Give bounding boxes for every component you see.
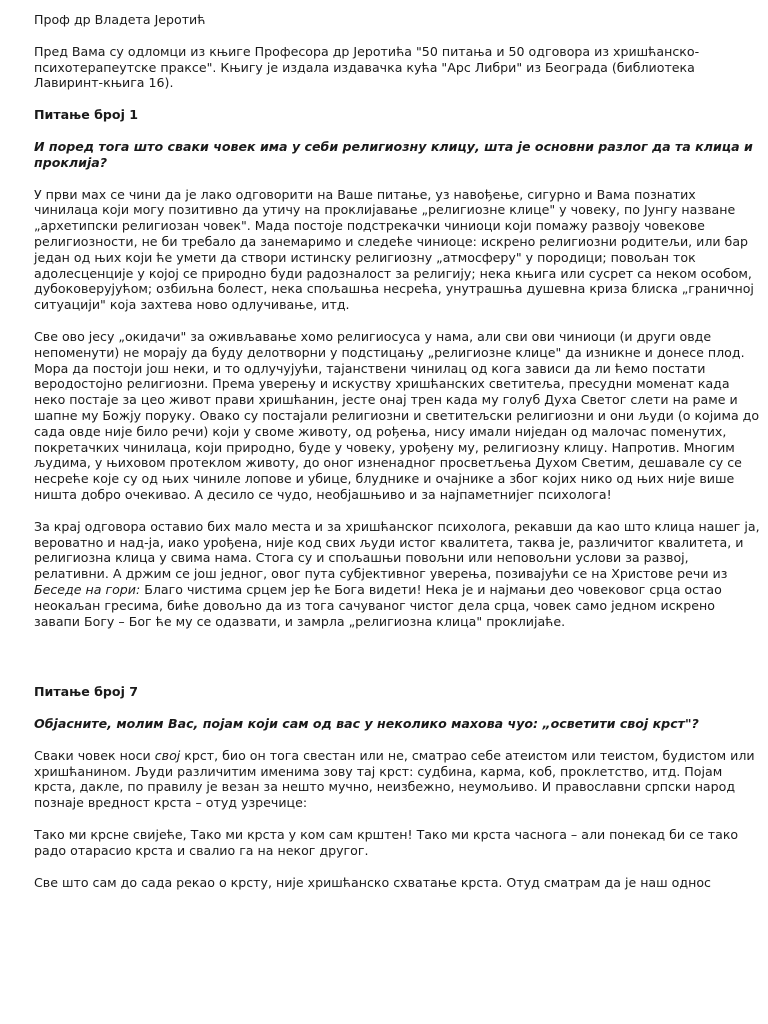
author-line: Проф др Владета Јеротић xyxy=(34,12,206,27)
question-7-text: Објасните, молим Вас, појам који сам од вас у неколико махова чуо: „осветити свој крст"? xyxy=(34,716,699,732)
answer-1-p3-text-a: За крај одговора оставио бих мало места и за хришћанског психолога, рекавши да као што клица нашег ја, вероватно и над-ја, иако урођена, није код свих људи истог квалитета, таква је, различитог квалитета, и религиозна клица у свима нама. Стога су и спољашњи повољни или неповољни услови за развој, релативни. А држим се још једног, овог пута субјективног уверења, позивајући се на Христове речи из xyxy=(34,518,760,582)
answer-7-p1-text-b: крст, био он тога свестан или не, сматрао себе атеистом или теистом, будистом или хришћанином. Људи различитим именима зову тај крст: судбина, карма, коб, проклетство, итд. Појам крста, дакле, по правилу је везан за нешто мучно, неизбежно, неумољиво. И православни српски народ познаје вредност крста – отуд узречице: xyxy=(34,747,755,811)
answer-1-p3-emphasis: Беседе на гори: xyxy=(34,581,141,597)
section-spacer xyxy=(34,645,760,684)
answer-1-paragraph-2: Све ово јесу „окидачи" за оживљавање хомо религиосуса у нама, али сви ови чиниоци (и други овде непоменути) не морају да буду делотворни у подстицању „религиозне клице" да изникне и донесе плод. Мора да постоји још неки, и то одлучујући, тајанствени чинилац од кога зависи да ли ћемо постати веродостојно религиозни. Према уверењу и искуству хришћанских светитеља, пресудни моменат када неко постаје за цео живот прави хришћанин, јесте онај трен када му голуб Духа Светог слети на раме и шапне му Божју поруку. Овако су постајали религиозни и светитељски религиозни и они људи (о којима до сада овде није било речи) који у своме животу, од рођења, нису имали ниједан од малочас поменутих, покретачких чинилаца, који природно, буде у човеку, урођену му, религиозну клицу. Напротив. Многим људима, у њиховом протеклом животу, до оног изненадног просветљења Духом Светим, дешавале су се несреће које су од њих чиниле лопове и убице, блуднике и очајнике а због којих нико од њих није више ништа добро очекивао. А десило се чудо, необјашњиво и за најпаметнијег психолога! xyxy=(34,328,760,502)
question-1-heading: Питање број 1 xyxy=(34,107,139,123)
question-7-heading: Питање број 7 xyxy=(34,684,139,700)
question-1-text: И поред тога што сваки човек има у себи религиозну клицу, шта је основни разлог да та клица и проклија? xyxy=(34,138,753,170)
answer-1-paragraph-3 xyxy=(34,519,760,630)
answer-7-paragraph-1 xyxy=(34,748,760,811)
answer-7-paragraph-3: Све што сам до сада рекао о крсту, није хришћанско схватање крста. Отуд сматрам да је наш однос xyxy=(34,874,711,890)
document-page xyxy=(34,12,760,906)
answer-7-p1-text-a: Сваки човек носи xyxy=(34,747,155,763)
intro-paragraph: Пред Вама су одломци из књиге Професора др Јеротића "50 питања и 50 одговора из хришћанско-психотерапеутске праксе". Књигу је издала издавачка кућа "Арс Либри" из Београда (библиотека Лавиринт-књига 16). xyxy=(34,43,700,91)
answer-1-paragraph-1: У први мах се чини да је лако одговорити на Ваше питање, уз навођење, сигурно и Вама познатих чинилаца који могу позитивно да утичу на проклијавање „религиозне клице" у човеку, по Јунгу назване „архетипски религиозан човек". Мада постоје подстрекачки чиниоци који помажу развоју човекове религиозности, не би требало да занемаримо и следеће чиниоце: искрено религиозни родитељи, или бар један од њих који ће умети да створи истинску религиозну „атмосферу" у породици; повољан ток адолесценције у којој се природно буди радозналост за религију; нека књига или сусрет са неком особом, дубоковерујућом; озбиљна болест, нека спољашња несрећа, унутрашња душевна криза блиска „граничној ситуацији" која захтева ново одлучивање, итд. xyxy=(34,186,754,313)
answer-7-paragraph-2: Тако ми крсне свијеће, Тако ми крста у ком сам крштен! Тако ми крста часнога – али понекад би се тако радо отарасио крста и свалио га на неког другог. xyxy=(34,827,739,858)
answer-1-p3-text-b: Благо чистима срцем јер ће Бога видети! Нека је и најмањи део човековог срца остао неокаљан гресима, биће довољно да из тога сачуваног чистог дела срца, човек само једном искрено завапи Богу – Бог ће му се одазвати, и замрла „религиозна клица" проклијаће. xyxy=(34,581,722,629)
answer-7-p1-emphasis: свој xyxy=(154,747,181,763)
